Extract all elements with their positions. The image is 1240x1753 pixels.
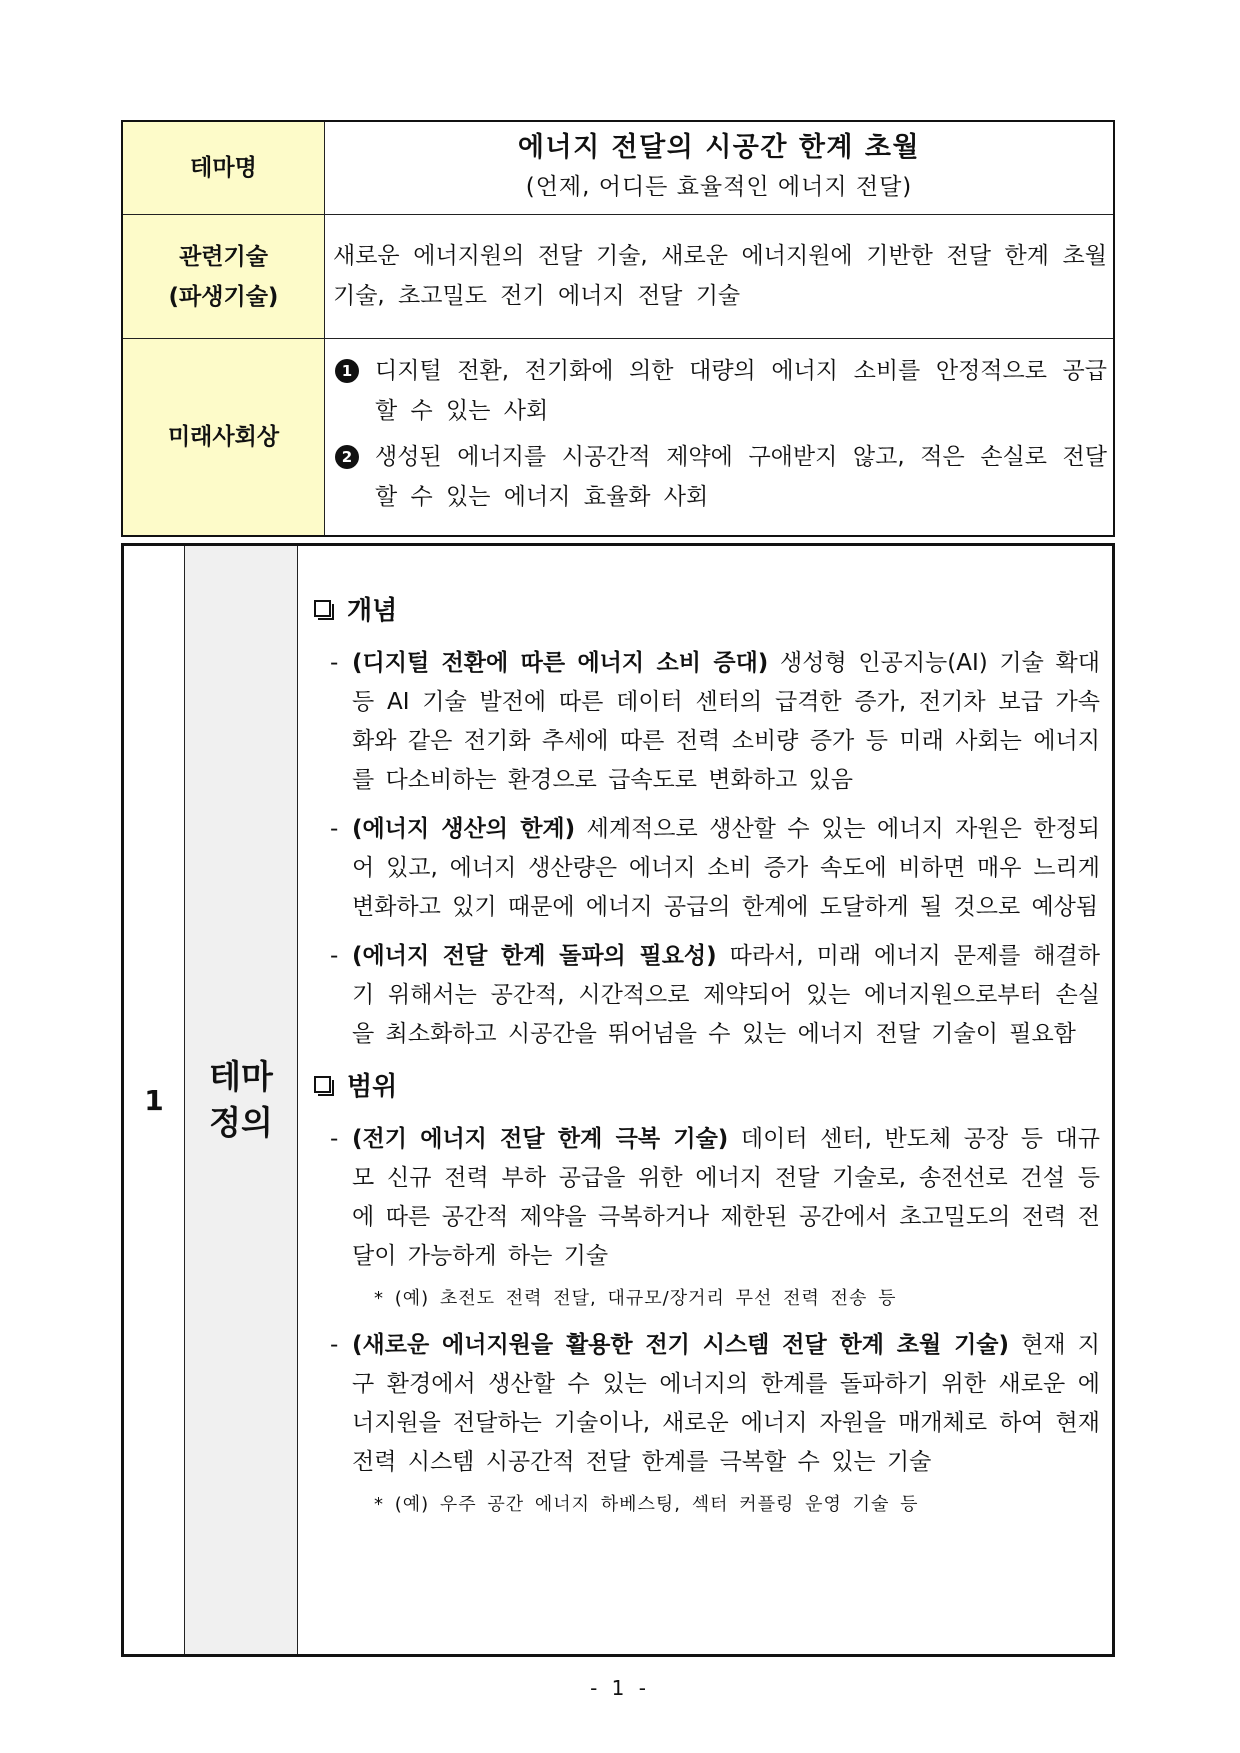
related-tech-label bbox=[122, 215, 325, 339]
list-item bbox=[312, 937, 1102, 1054]
section-heading-line1: 테마 bbox=[209, 1057, 273, 1096]
future-society-cell bbox=[325, 339, 1115, 537]
list-item bbox=[312, 1326, 1102, 1482]
related-tech-text: 새로운 에너지원의 전달 기술, 새로운 에너지원에 기반한 전달 한계 초월 기술, 초고밀도 전기 에너지 전달 기술 bbox=[325, 215, 1115, 339]
bullet-bold-lead: (에너지 생산의 한계) bbox=[352, 816, 576, 842]
number-one-icon: 1 bbox=[335, 359, 359, 383]
dash-marker: - bbox=[330, 650, 339, 676]
section-heading bbox=[185, 545, 298, 1656]
concept-title: 개념 bbox=[347, 595, 398, 626]
scope-title: 범위 bbox=[347, 1071, 398, 1102]
bullet-text: 데이터 센터, 반도체 공장 등 대규모 신규 전력 부하 공급을 위한 에너지 전달 기술로, 송전선로 건설 등에 따른 공간적 제약을 극복하거나 제한된 공간에서 초고밀도의 전력 전달이 가능하게 하는 기술 bbox=[352, 1126, 1100, 1269]
list-item bbox=[312, 644, 1102, 800]
section-heading-line2: 정의 bbox=[209, 1103, 273, 1142]
scope-heading bbox=[312, 1064, 1102, 1104]
theme-definition-table bbox=[121, 543, 1115, 1657]
bullet-text: 따라서, 미래 에너지 문제를 해결하기 위해서는 공간적, 시간적으로 제약되어 있는 에너지원으로부터 손실을 최소화하고 시공간을 뛰어넘을 수 있는 에너지 전달 기술이 필요함 bbox=[352, 943, 1100, 1047]
future-item-text: 생성된 에너지를 시공간적 제약에 구애받지 않고, 적은 손실로 전달할 수 있는 에너지 효율화 사회 bbox=[375, 444, 1107, 510]
future-item bbox=[333, 437, 1107, 517]
theme-name-label: 테마명 bbox=[122, 121, 325, 215]
bullet-text: 현재 지구 환경에서 생산할 수 있는 에너지의 한계를 돌파하기 위한 새로운 에너지원을 전달하는 기술이나, 새로운 에너지 자원을 매개체로 하여 현재 전력 시스템 시공간적 전달 한계를 극복할 수 있는 기술 bbox=[352, 1332, 1100, 1475]
list-item bbox=[312, 810, 1102, 927]
checkbox-square-icon bbox=[314, 600, 331, 617]
related-tech-label-line1: 관련기술 bbox=[179, 243, 268, 270]
future-item bbox=[333, 351, 1107, 431]
related-tech-label-line2: (파생기술) bbox=[168, 283, 279, 310]
bullet-bold-lead: (전기 에너지 전달 한계 극복 기술) bbox=[352, 1126, 729, 1152]
dash-marker: - bbox=[330, 1332, 339, 1358]
dash-marker: - bbox=[330, 943, 339, 969]
list-item bbox=[312, 1120, 1102, 1276]
theme-summary-table bbox=[121, 120, 1115, 537]
dash-marker: - bbox=[330, 816, 339, 842]
bullet-text: 생성형 인공지능(AI) 기술 확대 등 AI 기술 발전에 따른 데이터 센터의 급격한 증가, 전기차 보급 가속화와 같은 전기화 추세에 따른 전력 소비량 증가 등 미래 사회는 에너지를 다소비하는 환경으로 급속도로 변화하고 있음 bbox=[352, 650, 1100, 793]
bullet-bold-lead: (디지털 전환에 따른 에너지 소비 증대) bbox=[352, 650, 769, 676]
bullet-bold-lead: (새로운 에너지원을 활용한 전기 시스템 전달 한계 초월 기술) bbox=[352, 1332, 1010, 1358]
example-note: * (예) 초전도 전력 전달, 대규모/장거리 무선 전력 전송 등 bbox=[374, 1288, 897, 1309]
example-note: * (예) 우주 공간 에너지 하베스팅, 섹터 커플링 운영 기술 등 bbox=[374, 1494, 919, 1515]
future-item-text: 디지털 전환, 전기화에 의한 대량의 에너지 소비를 안정적으로 공급할 수 있는 사회 bbox=[375, 358, 1107, 424]
theme-subtitle: (언제, 어디든 효율적인 에너지 전달) bbox=[525, 174, 913, 200]
bullet-text: 세계적으로 생산할 수 있는 에너지 자원은 한정되어 있고, 에너지 생산량은 에너지 소비 증가 속도에 비하면 매우 느리게 변화하고 있기 때문에 에너지 공급의 한계에 도달하게 될 것으로 예상됨 bbox=[352, 816, 1100, 920]
checkbox-square-icon bbox=[314, 1076, 331, 1093]
definition-body bbox=[298, 545, 1114, 1656]
future-society-label: 미래사회상 bbox=[122, 339, 325, 537]
section-number: 1 bbox=[123, 545, 185, 1656]
theme-name-cell bbox=[325, 121, 1115, 215]
dash-marker: - bbox=[330, 1126, 339, 1152]
theme-title: 에너지 전달의 시공간 한계 초월 bbox=[517, 132, 921, 163]
concept-heading bbox=[312, 588, 1102, 628]
number-two-icon: 2 bbox=[335, 445, 359, 469]
bullet-bold-lead: (에너지 전달 한계 돌파의 필요성) bbox=[352, 943, 717, 969]
page-number: - 1 - bbox=[590, 1676, 650, 1700]
